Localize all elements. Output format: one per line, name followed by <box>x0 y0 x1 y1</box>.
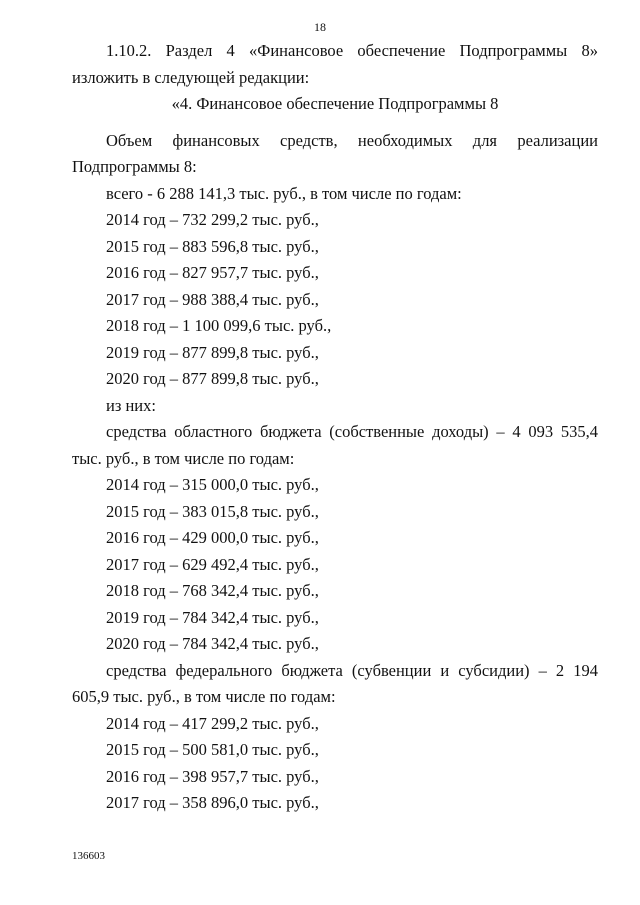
of-them-line: из них: <box>106 395 156 415</box>
regional-year-line: 2020 год – 784 342,4 тыс. руб., <box>106 634 319 653</box>
volume-paragraph: Объем финансовых средств, необходимых для реализации Подпрограммы 8: <box>72 130 598 176</box>
total-year-line: 2015 год – 883 596,8 тыс. руб., <box>106 236 319 256</box>
total-year-line: 2017 год – 988 388,4 тыс. руб., <box>106 289 319 309</box>
total-year-line: 2018 год – 1 100 099,6 тыс. руб., <box>106 316 332 335</box>
spacer <box>72 118 598 128</box>
regional-year-line: 2018 год – 768 342,4 тыс. руб., <box>106 581 319 600</box>
federal-year-line: 2015 год – 500 581,0 тыс. руб., <box>106 740 319 759</box>
federal-year-line: 2017 год – 358 896,0 тыс. руб., <box>106 793 319 812</box>
regional-year-line: 2017 год – 629 492,4 тыс. руб., <box>106 554 319 574</box>
document-body <box>72 38 598 817</box>
regional-year-line: 2015 год – 383 015,8 тыс. руб., <box>106 501 319 521</box>
section-heading: «4. Финансовое обеспечение Подпрограммы 8 <box>171 94 499 113</box>
total-year-line: 2019 год – 877 899,8 тыс. руб., <box>106 342 319 362</box>
federal-year-line: 2014 год – 417 299,2 тыс. руб., <box>106 713 319 733</box>
federal-budget-paragraph: средства федерального бюджета (субвенции и субсидии) – 2 194 605,9 тыс. руб., в том числе по годам: <box>72 660 598 706</box>
page-number: 18 <box>314 20 326 34</box>
regional-year-line: 2019 год – 784 342,4 тыс. руб., <box>106 607 319 627</box>
total-year-line: 2020 год – 877 899,8 тыс. руб., <box>106 369 319 388</box>
total-line: всего - 6 288 141,3 тыс. руб., в том числе по годам: <box>106 183 462 203</box>
regional-year-line: 2016 год – 429 000,0 тыс. руб., <box>106 528 319 547</box>
total-year-line: 2014 год – 732 299,2 тыс. руб., <box>106 210 319 229</box>
federal-year-line: 2016 год – 398 957,7 тыс. руб., <box>106 766 319 786</box>
regional-budget-paragraph: средства областного бюджета (собственные доходы) – 4 093 535,4 тыс. руб., в том числе по годам: <box>72 422 598 468</box>
intro-paragraph: 1.10.2. Раздел 4 «Финансовое обеспечение Подпрограммы 8» изложить в следующей редакции: <box>72 41 598 87</box>
footer-document-code: 136603 <box>72 850 105 862</box>
regional-year-line: 2014 год – 315 000,0 тыс. руб., <box>106 475 319 494</box>
total-year-line: 2016 год – 827 957,7 тыс. руб., <box>106 263 319 282</box>
